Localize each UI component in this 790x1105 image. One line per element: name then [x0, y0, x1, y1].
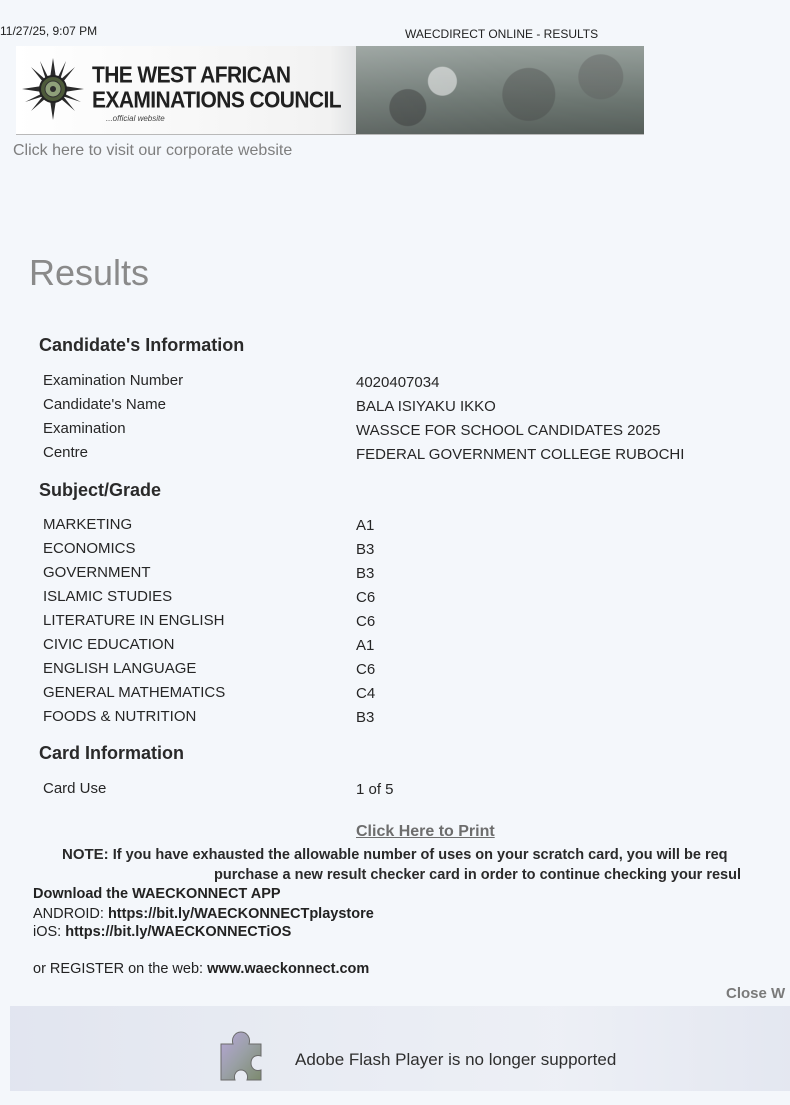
subject-name: ECONOMICS [43, 540, 136, 557]
android-download-line [33, 906, 374, 922]
note-label: NOTE: [62, 846, 109, 863]
android-label: ANDROID: [33, 906, 104, 922]
register-label: or REGISTER on the web: [33, 961, 204, 977]
ios-download-line [33, 924, 291, 940]
subject-name: ENGLISH LANGUAGE [43, 660, 197, 677]
candidate-field-value: FEDERAL GOVERNMENT COLLEGE RUBOCHI [356, 446, 685, 463]
ios-label: iOS: [33, 924, 62, 940]
waec-banner[interactable] [16, 46, 644, 135]
candidate-field-value: BALA ISIYAKU IKKO [356, 398, 496, 415]
corporate-website-link[interactable]: Click here to visit our corporate website [13, 142, 293, 159]
subject-name: GENERAL MATHEMATICS [43, 684, 226, 701]
subject-grade: C6 [356, 613, 376, 630]
subject-grade: C6 [356, 589, 376, 606]
card-use-label: Card Use [43, 780, 107, 797]
register-web-line [33, 961, 369, 977]
print-datetime: 11/27/25, 9:07 PM [0, 24, 98, 38]
subject-name: CIVIC EDUCATION [43, 636, 175, 653]
ios-download-link[interactable]: https://bit.ly/WAECKONNECTiOS [65, 924, 292, 940]
subject-name: LITERATURE IN ENGLISH [43, 612, 225, 629]
subject-grade: B3 [356, 709, 375, 726]
puzzle-plugin-icon [217, 1030, 265, 1082]
scratch-card-note [62, 846, 728, 863]
flash-unsupported-message: Adobe Flash Player is no longer supported [295, 1050, 617, 1069]
page-title: Results [29, 252, 150, 293]
subject-name: GOVERNMENT [43, 564, 151, 581]
banner-photo [356, 46, 644, 134]
candidate-field-value: 4020407034 [356, 374, 440, 391]
candidate-field-value: WASSCE FOR SCHOOL CANDIDATES 2025 [356, 422, 661, 439]
subject-grade: A1 [356, 517, 375, 534]
subject-grade: C4 [356, 685, 376, 702]
candidate-field-label: Examination [43, 420, 126, 437]
android-download-link[interactable]: https://bit.ly/WAECKONNECTplaystore [107, 906, 374, 922]
subject-grade: B3 [356, 565, 375, 582]
card-info-heading: Card Information [39, 743, 185, 763]
org-name [92, 63, 341, 113]
candidate-info-heading: Candidate's Information [39, 335, 245, 355]
org-subtitle: ...official website [106, 114, 165, 123]
subject-grade: B3 [356, 541, 375, 558]
register-web-link[interactable]: www.waeckonnect.com [207, 961, 370, 977]
card-use-value: 1 of 5 [356, 781, 394, 798]
org-name-line1: THE WEST AFRICAN [92, 63, 291, 88]
subject-name: MARKETING [43, 516, 133, 533]
close-window-link[interactable]: Close W [726, 985, 786, 1002]
candidate-field-label: Candidate's Name [43, 396, 166, 413]
waec-logo-icon [22, 58, 84, 120]
print-page-title: WAECDIRECT ONLINE - RESULTS [405, 27, 599, 41]
subject-name: FOODS & NUTRITION [43, 708, 197, 725]
download-app-title: Download the WAECKONNECT APP [33, 886, 281, 902]
candidate-field-label: Centre [43, 444, 89, 461]
note-text-line1: If you have exhausted the allowable number of uses on your scratch card, you will be req [112, 847, 728, 863]
subject-grade-heading: Subject/Grade [39, 480, 162, 500]
flash-notice-bar [10, 1006, 790, 1091]
subject-name: ISLAMIC STUDIES [43, 588, 173, 605]
subject-grade: C6 [356, 661, 376, 678]
print-link[interactable]: Click Here to Print [356, 823, 495, 840]
org-name-line2: EXAMINATIONS COUNCIL [92, 87, 341, 113]
candidate-field-label: Examination Number [43, 372, 184, 389]
subject-grade: A1 [356, 637, 375, 654]
note-text-line2: purchase a new result checker card in order to continue checking your resul [214, 867, 741, 883]
